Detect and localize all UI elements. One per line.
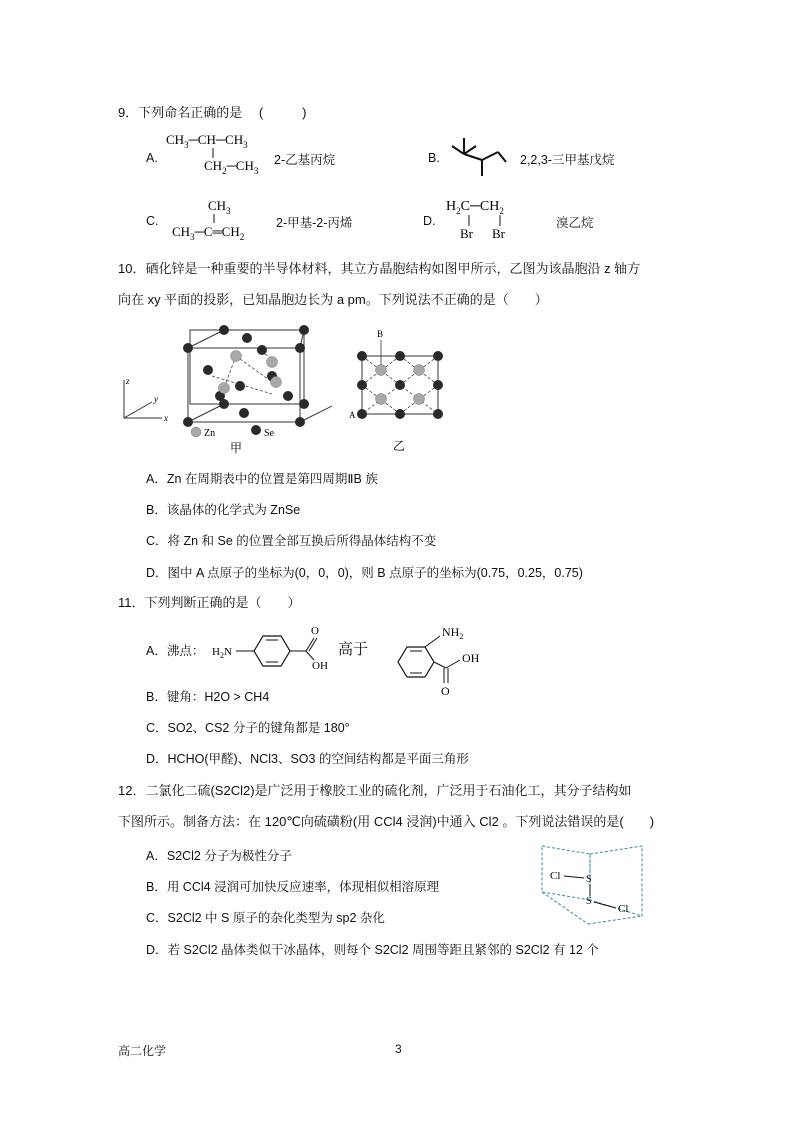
legend-zn: Zn [204, 428, 216, 439]
q10-option-a: A．Zn 在周期表中的位置是第四周期ⅡB 族 [146, 472, 378, 486]
q9-option-b-name: 2,2,3-三甲基戊烷 [520, 153, 615, 167]
footer-subject: 高二化学 [118, 1044, 167, 1058]
ortho-aminobenzoic-acid-structure [388, 620, 498, 700]
q9-b-skeletal-structure [446, 132, 526, 180]
legend-se: Se [264, 428, 274, 439]
q12-option-c: C．S2Cl2 中 S 原子的杂化类型为 sp2 杂化 [146, 911, 385, 925]
svg-text:CH2─CH3: $CH_2─CH_3$ [204, 158, 259, 176]
q10-option-c: C．将 Zn 和 Se 的位置全部互换后所得晶体结构不变 [146, 534, 437, 548]
q11-stem: 11．下列判断正确的是（ ） [118, 595, 301, 610]
q9-option-a-name: 2-乙基丙烷 [274, 153, 336, 167]
label-b: B [377, 329, 384, 339]
q9-option-c-name: 2-甲基-2-丙烯 [276, 216, 353, 230]
svg-text:Br: Br [492, 226, 505, 241]
svg-text:H2C─CH2: $H_2C─CH_2$ [446, 199, 504, 216]
para-aminobenzoic-acid-structure [210, 620, 335, 672]
figure-left-caption: 甲 [230, 441, 243, 455]
svg-text:O: O [311, 625, 319, 637]
q9-option-d-name: 溴乙烷 [556, 216, 594, 230]
svg-text:O: O [441, 684, 450, 698]
svg-text:NH2: $NH_2$ [442, 625, 464, 641]
figure-right-caption: 乙 [393, 439, 406, 453]
q9-option-a-label: A. [146, 151, 158, 165]
q10-stem-line1: 10．硒化锌是一种重要的半导体材料，其立方晶胞结构如图甲所示，乙图为该晶胞沿 z 轴方 [118, 261, 641, 276]
q12-stem-line1: 12．二氯化二硫(S2Cl2)是广泛用于橡胶工业的硫化剂，广泛用于石油化工，其分子结构如 [118, 783, 632, 798]
q11-option-b: B．键角：H2O > CH4 [146, 690, 270, 704]
svg-text:Br: Br [460, 226, 473, 241]
axis-x-label: x [164, 413, 168, 423]
q9-option-b-label: B. [428, 151, 440, 165]
q9-d-structure [442, 192, 542, 248]
q11-option-d: D．HCHO(甲醛)、NCl3、SO3 的空间结构都是平面三角形 [146, 752, 469, 766]
disulfur-dichloride-molecule-figure [538, 842, 648, 928]
cl-atom-right: Cl [618, 903, 629, 915]
svg-text:CH3─CH─CH3: $CH_3─CH─CH_3$ [166, 132, 248, 150]
q9-a-structure [164, 128, 274, 180]
q12-stem-line2: 下图所示。制备方法：在 120℃向硫磺粉(用 CCl4 浸润)中通入 Cl2 。下列说法错误的是( ) [118, 814, 655, 829]
q11-option-a-prefix: A．沸点： [146, 644, 205, 658]
axis-z-label: z [126, 376, 130, 386]
q9-c-structure [168, 192, 278, 244]
s-atom-bottom: S [586, 896, 592, 907]
q10-option-b: B．该晶体的化学式为 ZnSe [146, 503, 301, 517]
svg-text:H2N: $H_2N$ [212, 646, 232, 660]
q10-option-d: D．图中 A 点原子的坐标为(0，0，0)，则 B 点原子的坐标为(0.75，0.25，0.75) [146, 566, 583, 580]
cl-atom-left: Cl [550, 870, 561, 882]
q9-stem: 9．下列命名正确的是 ( ) [118, 105, 307, 120]
xy-projection-figure [345, 326, 455, 456]
svg-text:OH: OH [312, 660, 328, 672]
page-number: 3 [395, 1042, 402, 1056]
q11-option-a-comparison: 高于 [338, 642, 369, 658]
svg-text:OH: OH [462, 651, 480, 665]
q9-option-d-label: D. [423, 214, 436, 228]
q10-stem-line2: 向在 xy 平面的投影，已知晶胞边长为 a pm。下列说法不正确的是（ ） [118, 292, 548, 307]
label-a: A [349, 410, 356, 420]
q12-option-a: A．S2Cl2 分子为极性分子 [146, 849, 292, 863]
zinc-selenide-unit-cell-figure [112, 318, 332, 466]
q12-option-b: B．用 CCl4 浸润可加快反应速率，体现相似相溶原理 [146, 880, 440, 894]
s-atom-top: S [586, 874, 592, 885]
axis-y-label: y [154, 394, 158, 404]
q9-option-c-label: C. [146, 214, 159, 228]
svg-text:CH3─C═CH2: $CH_3─C═CH_2$ [172, 224, 245, 242]
svg-text:CH3: $CH_3$ [208, 198, 231, 216]
q12-option-d: D．若 S2Cl2 晶体类似干冰晶体，则每个 S2Cl2 周围等距且紧邻的 S2Cl2 有 12 个 [146, 943, 599, 957]
q11-option-c: C．SO2、CS2 分子的键角都是 180° [146, 721, 350, 735]
